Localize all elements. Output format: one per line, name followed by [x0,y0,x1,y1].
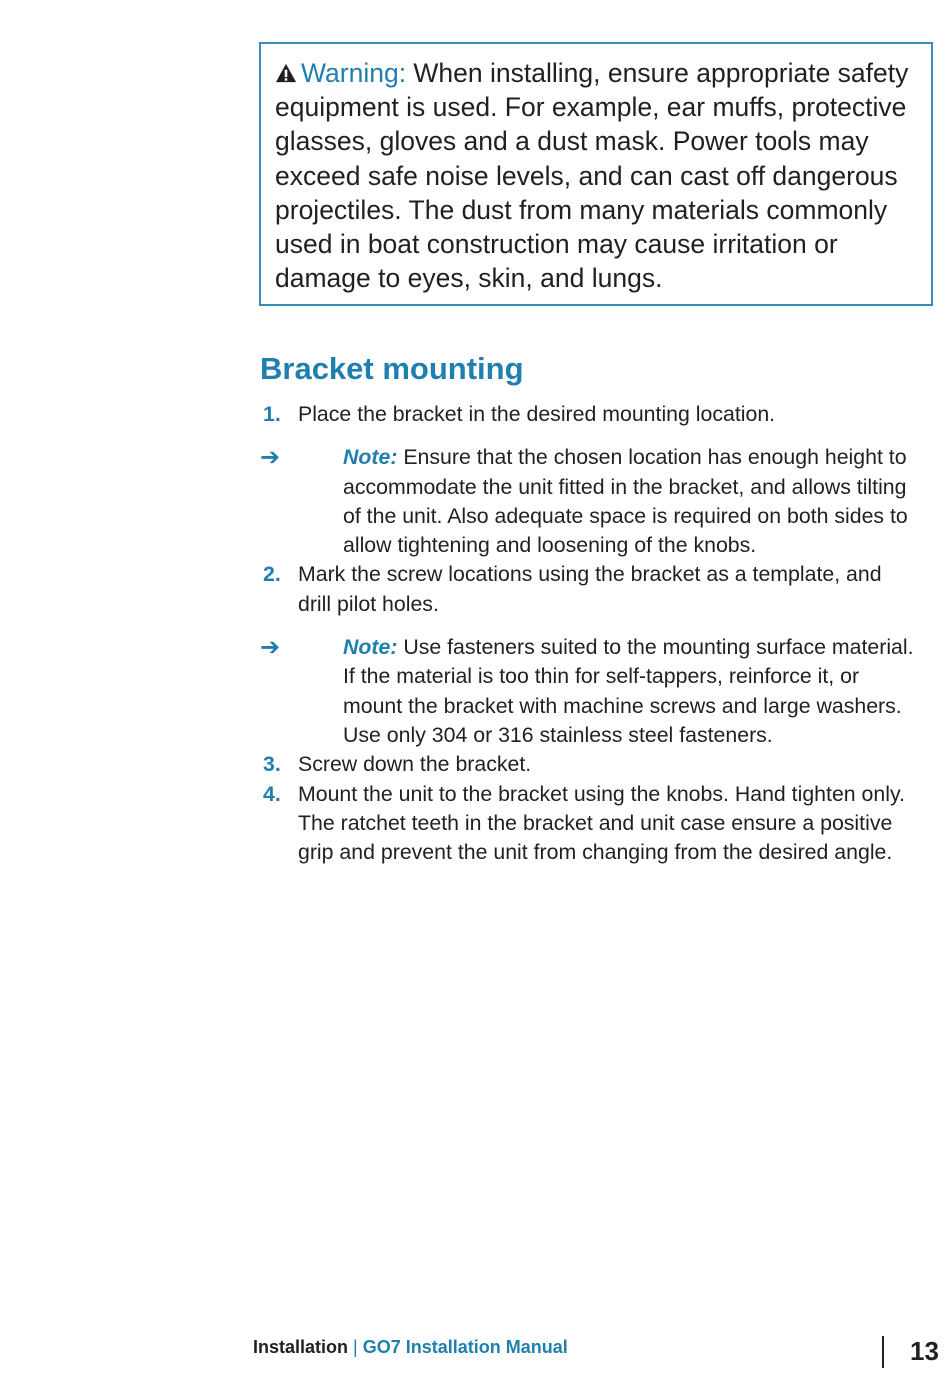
page-number-divider [882,1336,884,1368]
note-2 [260,633,920,750]
step-number: 4. [263,781,281,806]
footer-manual-title: GO7 Installation Manual [362,1337,568,1357]
arrow-right-icon: ➔ [260,444,281,472]
warning-box [259,42,933,306]
step-number: 1. [263,402,281,426]
page-footer [253,1335,568,1359]
step-text: Mark the screw locations using the bracket as a template, and drill pilot holes. [298,562,882,616]
note-text: Use fasteners suited to the mounting surface material. If the material is too thin for self-tappers, reinforce it, or mount the bracket with machine screws and large washers. Use only 304 or 316 stainless steel fasteners. [343,635,914,747]
page-number: 13 [910,1336,939,1366]
step-3 [260,750,920,779]
note-label: Note: [343,635,398,660]
warning-label: Warning: [301,58,407,88]
step-2 [260,560,920,619]
step-number: 2. [263,562,281,587]
step-number: 3. [263,752,281,777]
step-4 [260,780,920,868]
warning-text: When installing, ensure appropriate safety equipment is used. For example, ear muffs, protective glasses, gloves and a dust mask. Power tools may exceed safe noise levels, and can cast off dangerous projectiles. The dust from many materials commonly used in boat construction may cause irritation or damage to eyes, skin, and lungs. [275,58,909,294]
step-text: Screw down the bracket. [298,752,532,777]
arrow-right-icon: ➔ [260,634,281,662]
note-text: Ensure that the chosen location has enough height to accommodate the unit fitted in the bracket, and allows tilting of the unit. Also adequate space is required on both sides to allow tightening and loosening of the knobs. [343,445,908,558]
step-text: Place the bracket in the desired mounting location. [298,402,776,426]
steps-list [260,400,920,867]
note-label: Note: [343,445,398,470]
note-1 [260,443,920,560]
section-title: Bracket mounting [260,351,524,386]
footer-separator: | [353,1337,358,1357]
warning-triangle-icon [275,62,297,84]
step-text: Mount the unit to the bracket using the knobs. Hand tighten only. The ratchet teeth in the bracket and unit case ensure a positive grip and prevent the unit from changing from the desired angle. [298,781,905,865]
footer-section-title: Installation [253,1337,349,1357]
step-1 [260,400,920,429]
